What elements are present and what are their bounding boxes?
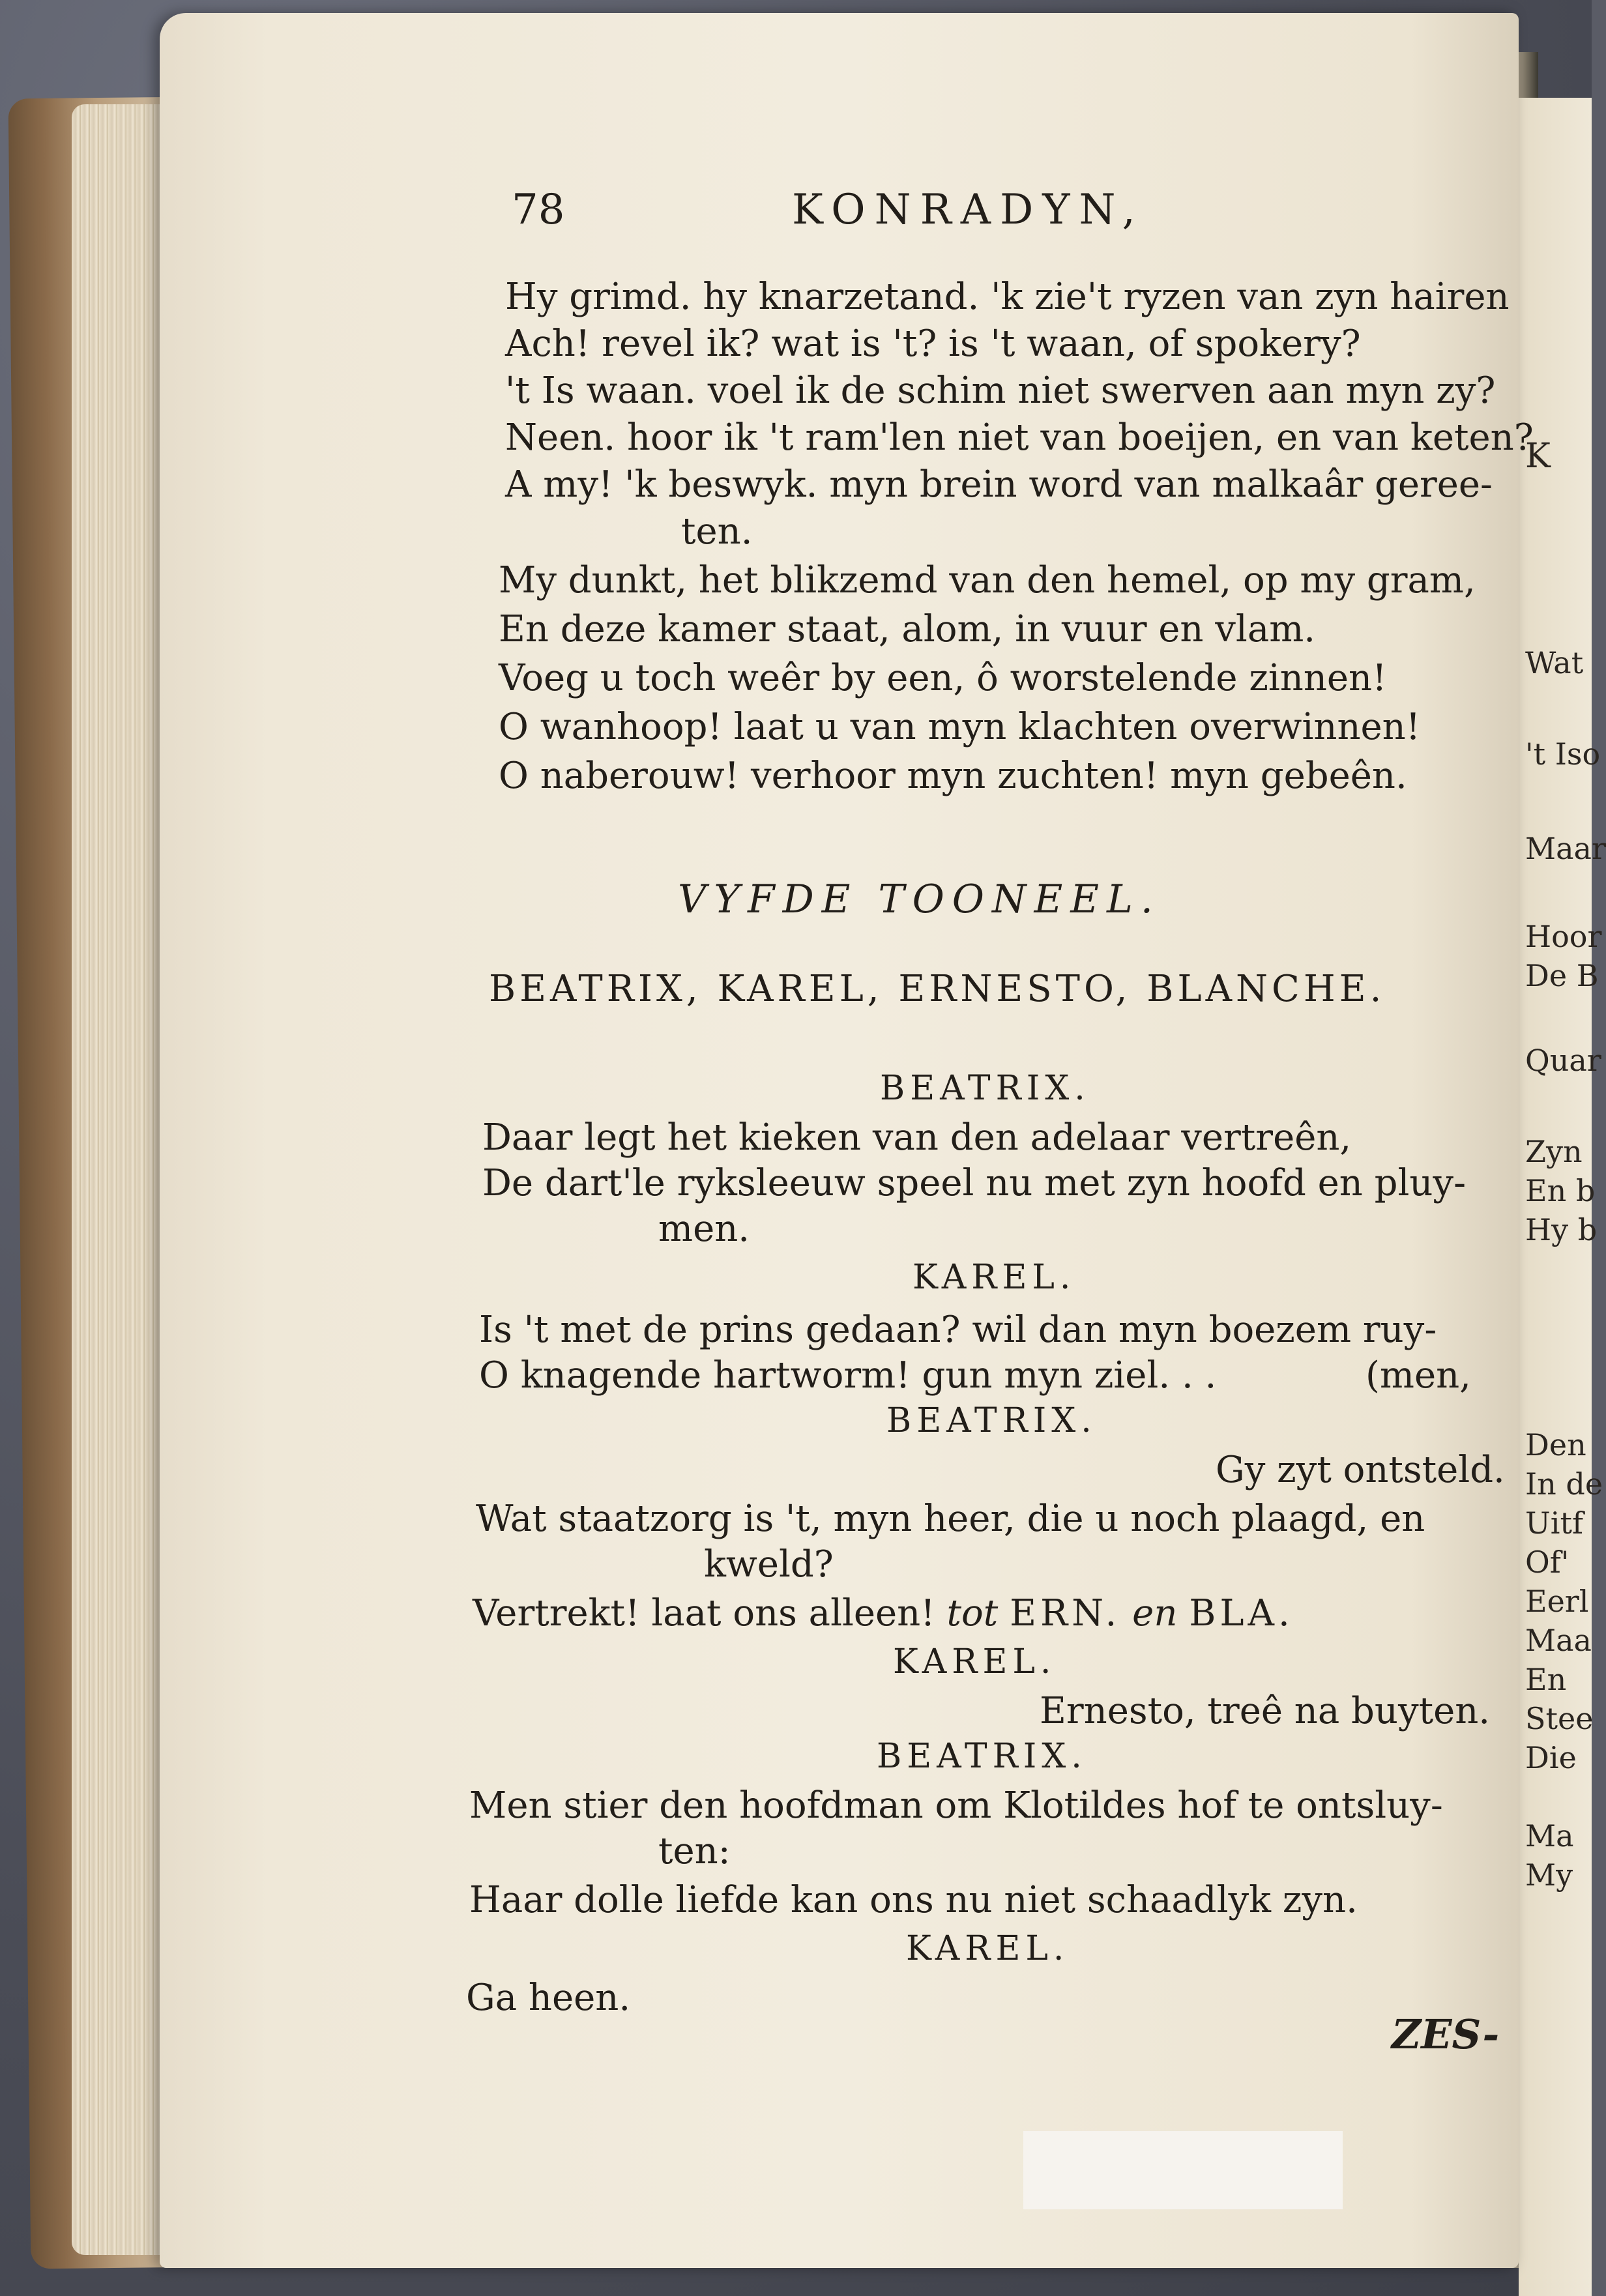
- verse-line: Ach! revel ik? wat is 't? is 't waan, of spokery?: [505, 323, 1361, 365]
- stage-direction-name: BLA.: [1189, 1592, 1294, 1635]
- verse-line: A my! 'k beswyk. myn brein word van malkaâr geree-: [505, 463, 1493, 506]
- verse-line: Neen. hoor ik 't ram'len niet van boeijen, en van keten?: [505, 416, 1534, 459]
- facing-fragment: Wat: [1525, 645, 1584, 680]
- facing-fragment: Quar: [1525, 1043, 1601, 1078]
- masking-strip: [1023, 2131, 1343, 2209]
- facing-fragment: K: [1525, 437, 1551, 476]
- dialogue-line: ten:: [658, 1830, 731, 1872]
- facing-fragment: Uitf: [1525, 1505, 1583, 1541]
- dialogue-line-continuation: (men,: [1365, 1354, 1471, 1397]
- dialogue-line: kweld?: [704, 1543, 834, 1586]
- dialogue-line: Gy zyt ontsteld.: [1216, 1449, 1505, 1491]
- speaker-name: KAREL.: [906, 1929, 1070, 1968]
- dialogue-line: Is 't met de prins gedaan? wil dan myn boezem ruy-: [479, 1309, 1437, 1351]
- dialogue-line: O knagende hartworm! gun myn ziel. . .: [479, 1354, 1217, 1397]
- facing-fragment: De B: [1525, 958, 1599, 993]
- stage-direction: en: [1132, 1592, 1178, 1635]
- facing-fragment: My: [1525, 1857, 1573, 1893]
- dialogue-line: De dart'le ryksleeuw speel nu met zyn hoofd en pluy-: [482, 1162, 1466, 1204]
- verse-line: O wanhoop! laat u van myn klachten overwinnen!: [499, 706, 1421, 748]
- facing-fragment: En: [1525, 1662, 1567, 1697]
- running-head: KONRADYN,: [792, 186, 1145, 234]
- facing-fragment: 't Iso: [1525, 736, 1601, 772]
- speaker-name: BEATRIX.: [880, 1069, 1090, 1108]
- facing-fragment: Den: [1525, 1427, 1586, 1462]
- dialogue-line: Ernesto, treê na buyten.: [1040, 1690, 1491, 1732]
- facing-fragment: Zyn: [1525, 1134, 1583, 1169]
- dialogue-line: Wat staatzorg is 't, myn heer, die u noch plaagd, en: [476, 1498, 1425, 1540]
- page-number: 78: [512, 186, 565, 234]
- facing-fragment: Die: [1525, 1740, 1577, 1775]
- dialogue-text: Vertrekt! laat ons alleen!: [473, 1592, 935, 1635]
- scene-cast: BEATRIX, KAREL, ERNESTO, BLANCHE.: [489, 968, 1386, 1010]
- verse-line: Hy grimd. hy knarzetand. 'k zie't ryzen van zyn hairen: [505, 276, 1510, 318]
- facing-fragment: Eerl: [1525, 1584, 1589, 1619]
- verse-line: 't Is waan. voel ik de schim niet swerven aan myn zy?: [505, 370, 1496, 412]
- facing-fragment: Hy b: [1525, 1212, 1598, 1247]
- facing-fragment: En b: [1525, 1173, 1596, 1208]
- speaker-name: KAREL.: [893, 1642, 1057, 1681]
- facing-fragment: Ma: [1525, 1818, 1574, 1853]
- facing-fragment: Hoor: [1525, 919, 1602, 954]
- speaker-name: KAREL.: [912, 1258, 1076, 1297]
- verse-line: En deze kamer staat, alom, in vuur en vlam.: [499, 608, 1316, 650]
- verse-line: O naberouw! verhoor myn zuchten! myn gebeên.: [499, 755, 1407, 797]
- facing-fragment: Of': [1525, 1545, 1570, 1580]
- dialogue-line: Daar legt het kieken van den adelaar vertreên,: [482, 1116, 1352, 1159]
- catchword: ZES-: [1392, 2011, 1500, 2058]
- dialogue-line: Ga heen.: [466, 1977, 631, 2019]
- verse-line: My dunkt, het blikzemd van den hemel, op my gram,: [499, 559, 1476, 602]
- dialogue-line: Men stier den hoofdman om Klotildes hof te ontsluy-: [469, 1784, 1443, 1827]
- facing-fragment: Maa: [1525, 1623, 1592, 1658]
- verse-line: ten.: [681, 510, 753, 553]
- stage-direction: tot: [946, 1592, 999, 1635]
- facing-fragment: In de: [1525, 1466, 1603, 1502]
- dialogue-line: men.: [658, 1208, 750, 1250]
- speaker-name: BEATRIX.: [877, 1737, 1087, 1776]
- speaker-name: BEATRIX.: [886, 1401, 1097, 1440]
- facing-fragment: Maar: [1525, 831, 1606, 866]
- stage-direction-name: ERN.: [1010, 1592, 1121, 1635]
- verse-line: Voeg u toch weêr by een, ô worstelende zinnen!: [499, 657, 1387, 699]
- scene-title: VYFDE TOONEEL.: [678, 877, 1161, 922]
- facing-fragment: Stee: [1525, 1701, 1594, 1736]
- dialogue-line: Haar dolle liefde kan ons nu niet schaadlyk zyn.: [469, 1879, 1358, 1921]
- dialogue-line-with-stage-direction: [473, 1590, 1294, 1637]
